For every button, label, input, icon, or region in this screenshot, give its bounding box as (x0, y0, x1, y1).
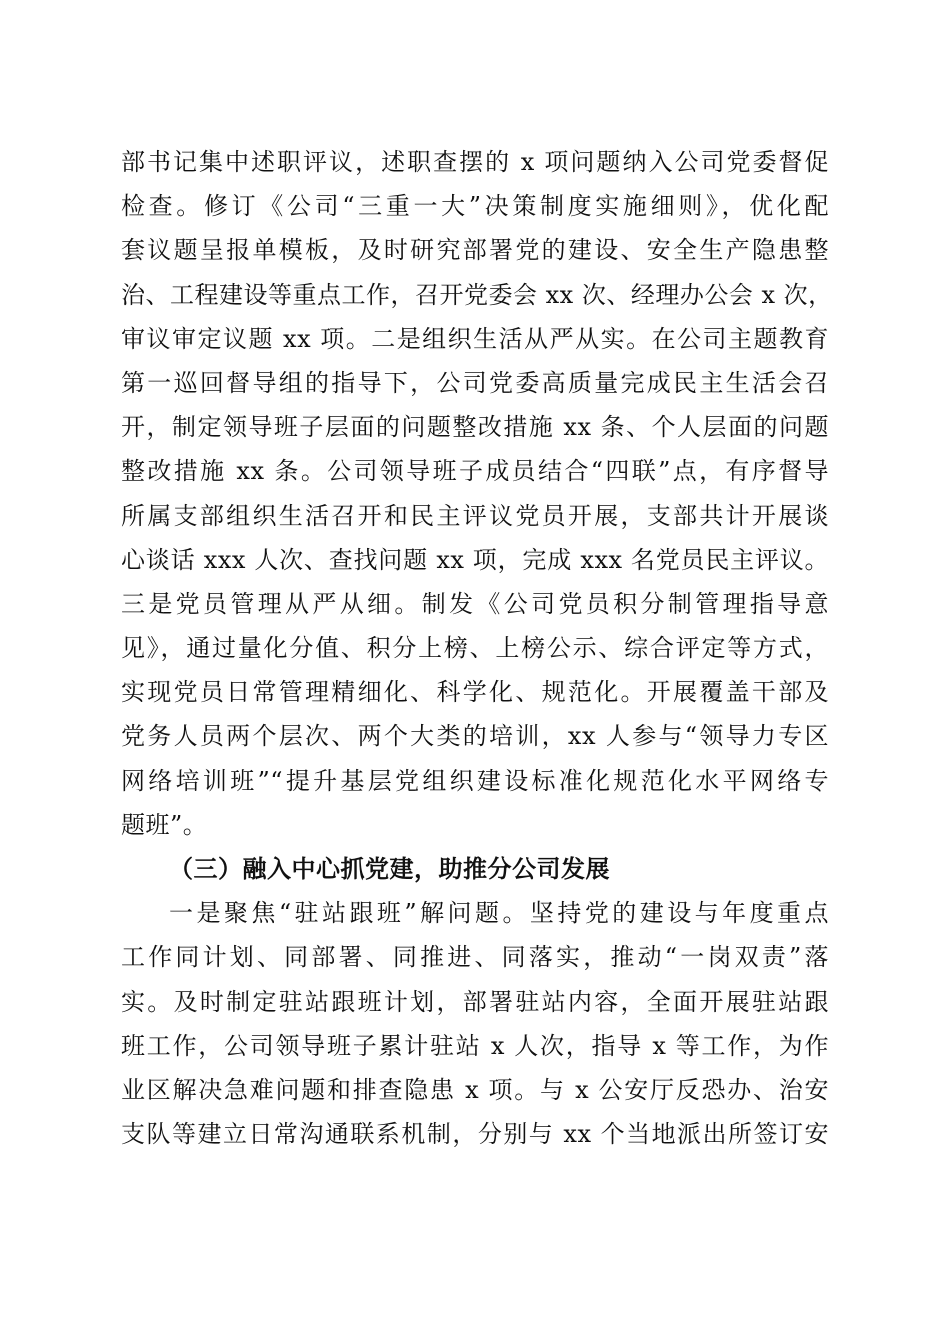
text-line: 业区解决急难问题和排查隐患 x 项。与 x 公安厅反恐办、治安 (121, 1075, 829, 1104)
text-line: 开，制定领导班子层面的问题整改措施 xx 条、个人层面的问题 (121, 413, 829, 442)
paragraph-section-3 (121, 891, 829, 1156)
text-line: 党务人员两个层次、两个大类的培训，xx 人参与“领导力专区 (121, 722, 829, 751)
text-line: 心谈话 xxx 人次、查找问题 xx 项，完成 xxx 名党员民主评议。 (121, 545, 829, 574)
text-line: 第一巡回督导组的指导下，公司党委高质量完成民主生活会召 (121, 368, 829, 397)
paragraph-continued (121, 140, 833, 847)
text-line: 三是党员管理从严从细。制发《公司党员积分制管理指导意 (121, 589, 829, 618)
text-line: 一是聚焦“驻站跟班”解问题。坚持党的建设与年度重点 (169, 899, 829, 928)
section-heading: （三）融入中心抓党建，助推分公司发展 (169, 854, 610, 883)
text-line: 题班”。 (121, 810, 208, 839)
text-line: 整改措施 xx 条。公司领导班子成员结合“四联”点，有序督导 (121, 457, 829, 486)
text-line: 审议审定议题 xx 项。二是组织生活从严从实。在公司主题教育 (121, 324, 829, 353)
text-line: 实现党员日常管理精细化、科学化、规范化。开展覆盖干部及 (121, 678, 829, 707)
text-line: 工作同计划、同部署、同推进、同落实，推动“一岗双责”落 (121, 943, 829, 972)
text-line: 支队等建立日常沟通联系机制，分别与 xx 个当地派出所签订安 (121, 1120, 829, 1149)
text-line: 检查。修订《公司“三重一大”决策制度实施细则》，优化配 (121, 192, 829, 221)
document-body (121, 140, 833, 1156)
text-line: 网络培训班”“提升基层党组织建设标准化规范化水平网络专 (121, 766, 829, 795)
text-line: 所属支部组织生活召开和民主评议党员开展，支部共计开展谈 (121, 501, 829, 530)
text-line: 班工作，公司领导班子累计驻站 x 人次，指导 x 等工作，为作 (121, 1031, 829, 1060)
text-line: 实。及时制定驻站跟班计划，部署驻站内容，全面开展驻站跟 (121, 987, 829, 1016)
text-line: 套议题呈报单模板，及时研究部署党的建设、安全生产隐患整 (121, 236, 829, 265)
text-line: 部书记集中述职评议，述职查摆的 x 项问题纳入公司党委督促 (121, 148, 829, 176)
text-line: 见》，通过量化分值、积分上榜、上榜公示、综合评定等方式， (121, 634, 829, 663)
text-line: 治、工程建设等重点工作，召开党委会 xx 次、经理办公会 x 次， (121, 280, 833, 309)
